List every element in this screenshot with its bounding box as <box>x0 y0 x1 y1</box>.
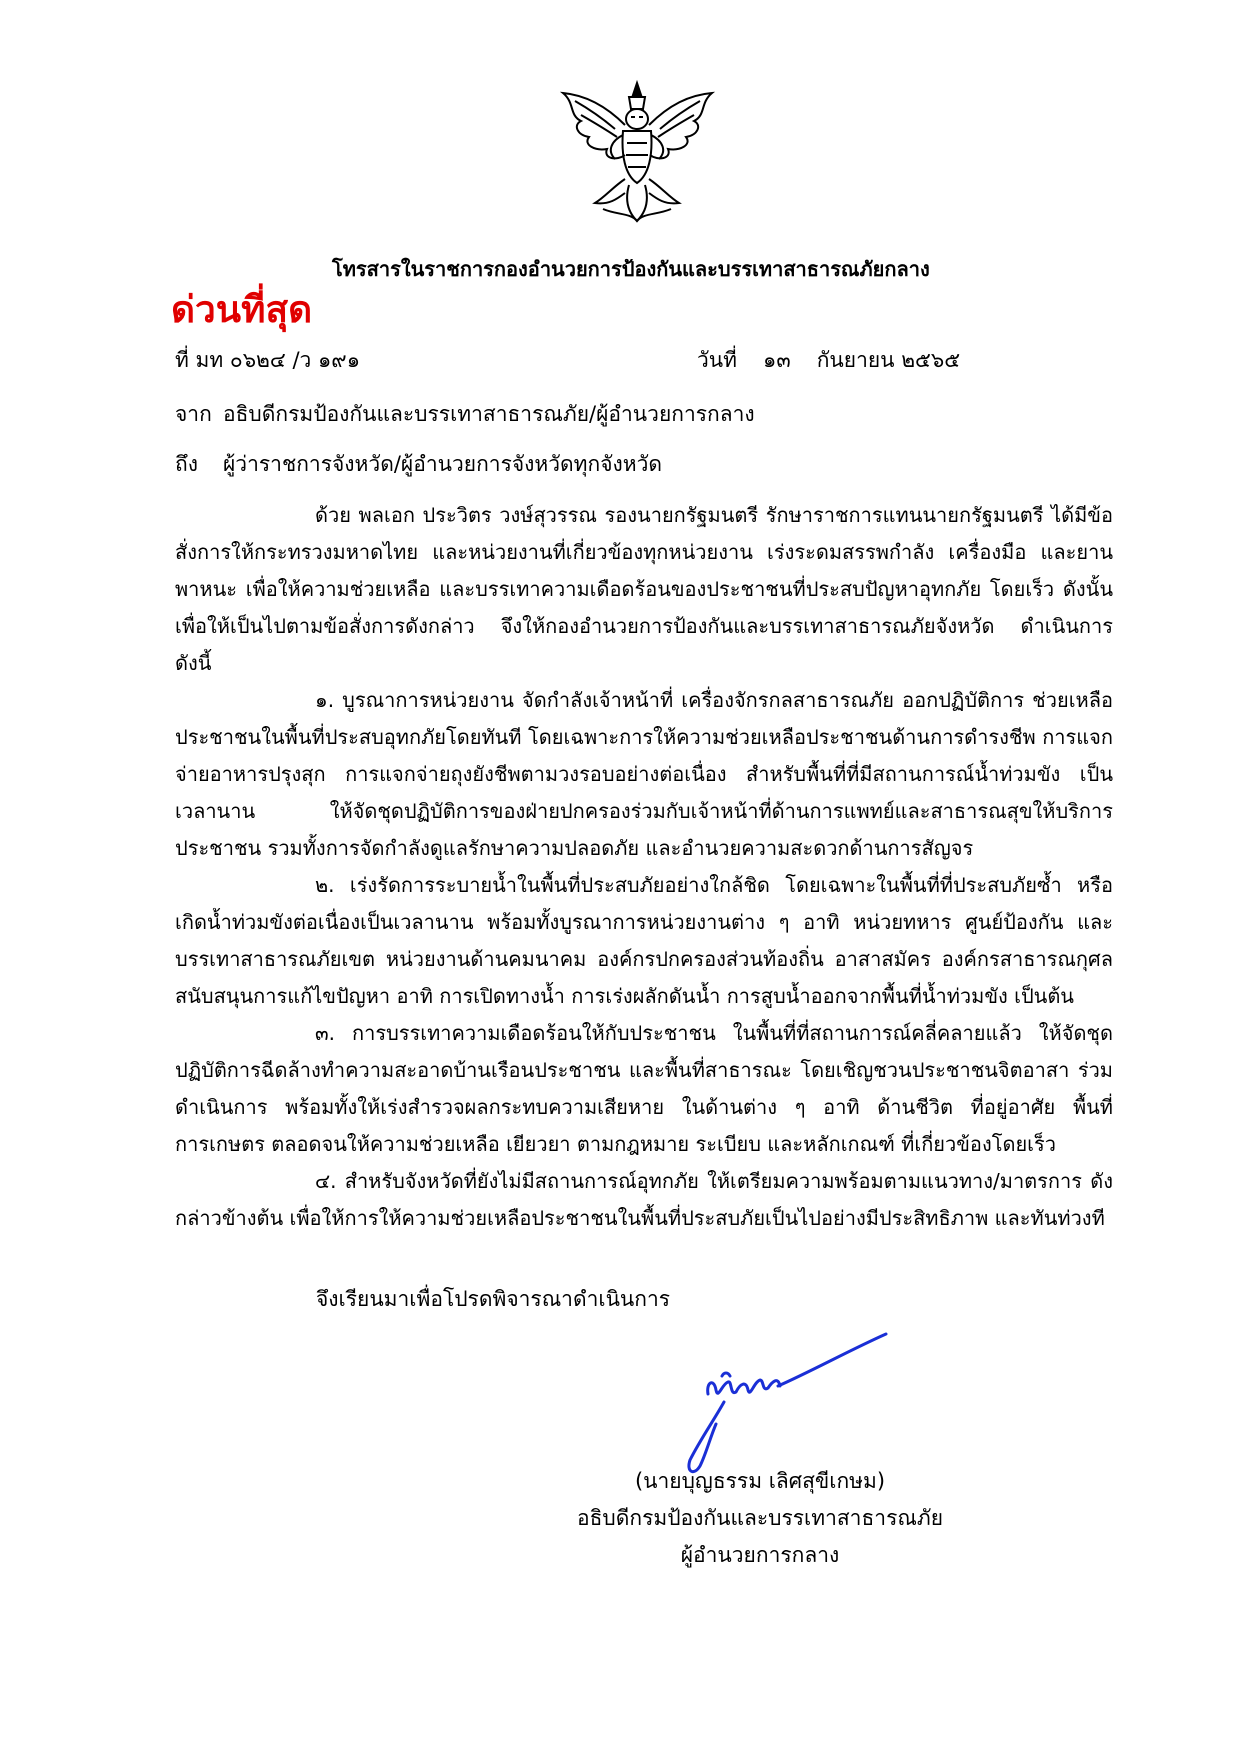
garuda-emblem-icon <box>555 75 720 230</box>
date-day: ๑๓ <box>763 348 791 372</box>
body-intro: ด้วย พลเอก ประวิตร วงษ์สุวรรณ รองนายกรัฐมนตรี รักษาราชการแทนนายกรัฐมนตรี ได้มีข้อสั่งการให้กระทรวงมหาดไทย และหน่วยงานที่เกี่ยวข้องทุกหน่วยงาน เร่งระดมสรรพกำลัง เครื่องมือ และยานพาหนะ เพื่อให้ความช่วยเหลือ และบรรเทาความเดือดร้อนของประชาชนที่ประสบปัญหาอุทกภัย โดยเร็ว ดังนั้น เพื่อให้เป็นไปตามข้อสั่งการดังกล่าว จึงให้กองอำนวยการป้องกันและบรรเทาสาธารณภัยจังหวัด ดำเนินการ ดังนี้ <box>175 503 1113 675</box>
fax-header-title: โทรสารในราชการกองอำนวยการป้องกันและบรรเทาสาธารณภัยกลาง <box>332 257 930 281</box>
date-label: วันที่ <box>697 348 737 372</box>
signer-name: (นายบุญธรรม เลิศสุขีเกษม) <box>634 1469 886 1493</box>
date-month-year: กันยายน ๒๕๖๕ <box>816 348 961 372</box>
to-value: ผู้ว่าราชการจังหวัด/ผู้อำนวยการจังหวัดทุกจังหวัด <box>223 452 663 476</box>
from-line <box>175 398 755 431</box>
body-item-3: ๓. การบรรเทาความเดือดร้อนให้กับประชาชน ในพื้นที่ที่สถานการณ์คลี่คลายแล้ว ให้จัดชุดปฏิบัติการฉีดล้างทำความสะอาดบ้านเรือนประชาชน และพื้นที่สาธารณะ โดยเชิญชวนประชาชนจิตอาสา ร่วมดำเนินการ พร้อมทั้งให้เร่งสำรวจผลกระทบความเสียหาย ในด้านต่าง ๆ อาทิ ด้านชีวิต ที่อยู่อาศัย พื้นที่การเกษตร ตลอดจนให้ความช่วยเหลือ เยียวยา ตามกฎหมาย ระเบียบ และหลักเกณฑ์ ที่เกี่ยวข้องโดยเร็ว <box>175 1021 1113 1156</box>
to-line <box>175 448 662 481</box>
to-label: ถึง <box>175 452 198 476</box>
letter-body <box>175 497 1113 1237</box>
from-label: จาก <box>175 402 212 426</box>
closing-line: จึงเรียนมาเพื่อโปรดพิจารณาดำเนินการ <box>316 1287 671 1311</box>
body-item-1: ๑. บูรณาการหน่วยงาน จัดกำลังเจ้าหน้าที่ เครื่องจักรกลสาธารณภัย ออกปฏิบัติการ ช่วยเหลือประชาชนในพื้นที่ประสบอุทกภัยโดยทันที โดยเฉพาะการให้ความช่วยเหลือประชาชนด้านการดำรงชีพ การแจกจ่ายอาหารปรุงสุก การแจกจ่ายถุงยังชีพตามวงรอบอย่างต่อเนื่อง สำหรับพื้นที่ที่มีสถานการณ์น้ำท่วมขัง เป็นเวลานาน ให้จัดชุดปฏิบัติการของฝ่ายปกครองร่วมกับเจ้าหน้าที่ด้านการแพทย์และสาธารณสุขให้บริการ ประชาชน รวมทั้งการจัดกำลังดูแลรักษาความปลอดภัย และอำนวยความสะดวกด้านการสัญจร <box>175 688 1113 860</box>
signer-position: อธิบดีกรมป้องกันและบรรเทาสาธารณภัย <box>576 1506 943 1530</box>
body-item-2: ๒. เร่งรัดการระบายน้ำในพื้นที่ประสบภัยอย่างใกล้ชิด โดยเฉพาะในพื้นที่ที่ประสบภัยซ้ำ หรือเกิดน้ำท่วมขังต่อเนื่องเป็นเวลานาน พร้อมทั้งบูรณาการหน่วยงานต่าง ๆ อาทิ หน่วยทหาร ศูนย์ป้องกัน และบรรเทาสาธารณภัยเขต หน่วยงานด้านคมนาคม องค์กรปกครองส่วนท้องถิ่น อาสาสมัคร องค์กรสาธารณกุศล สนับสนุนการแก้ไขปัญหา อาทิ การเปิดทางน้ำ การเร่งผลักดันน้ำ การสูบน้ำออกจากพื้นที่น้ำท่วมขัง เป็นต้น <box>175 873 1113 1008</box>
document-date <box>697 344 960 377</box>
urgency-label: ด่วนที่สุด <box>171 288 313 331</box>
body-item-4: ๔. สำหรับจังหวัดที่ยังไม่มีสถานการณ์อุทกภัย ให้เตรียมความพร้อมตามแนวทาง/มาตรการ ดังกล่าวข้างต้น เพื่อให้การให้ความช่วยเหลือประชาชนในพื้นที่ประสบภัยเป็นไปอย่างมีประสิทธิภาพ และทันท่วงที <box>175 1169 1113 1230</box>
document-reference: ที่ มท ๐๖๒๔ /ว ๑๙๑ <box>175 348 361 372</box>
signer-role: ผู้อำนวยการกลาง <box>680 1543 840 1567</box>
from-value: อธิบดีกรมป้องกันและบรรเทาสาธารณภัย/ผู้อำนวยการกลาง <box>223 402 755 426</box>
signer-block <box>560 1463 960 1574</box>
